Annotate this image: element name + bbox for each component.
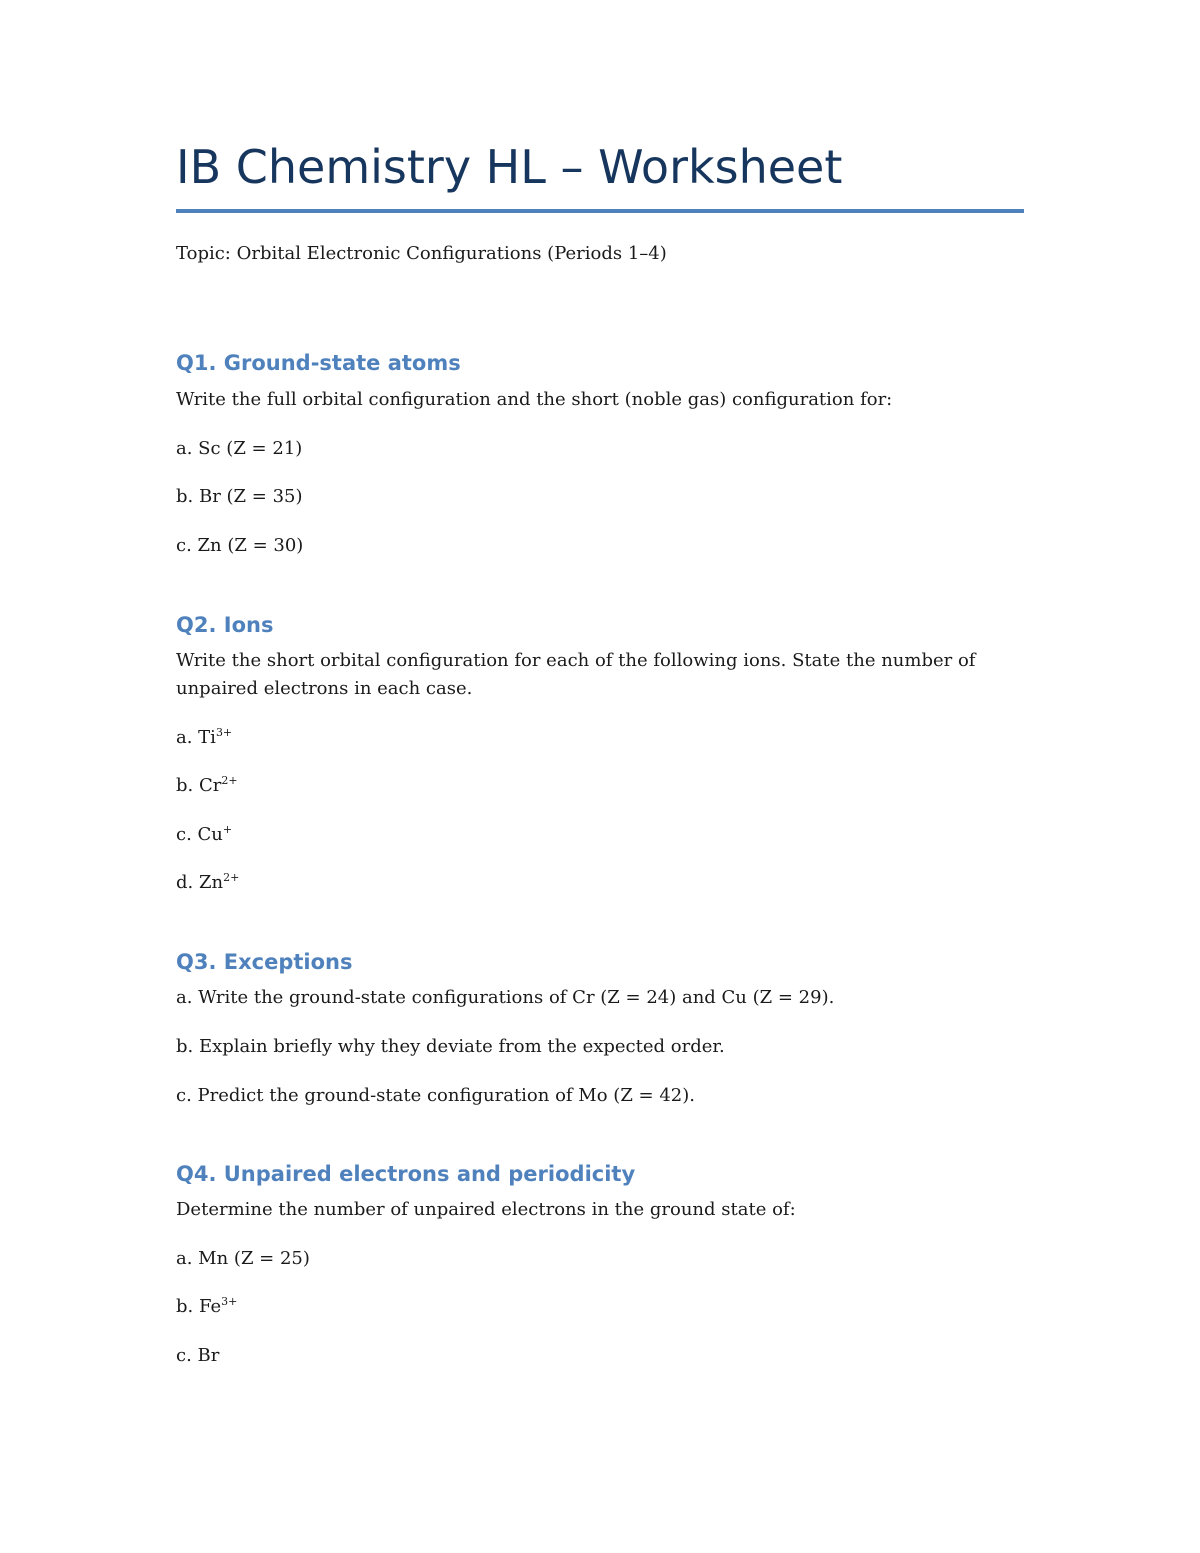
question-2-item-a	[176, 724, 232, 752]
question-1-item-c: c. Zn (Z = 30)	[176, 535, 304, 556]
ion-charge: 2+	[223, 871, 240, 884]
ion-charge: 3+	[221, 1295, 238, 1308]
ion-symbol: d. Zn	[176, 872, 224, 893]
topic-line: Topic: Orbital Electronic Configurations (Periods 1–4)	[176, 243, 667, 264]
question-3-heading: Q3. Exceptions	[176, 950, 353, 974]
question-1-item-b: b. Br (Z = 35)	[176, 486, 303, 507]
question-2-heading: Q2. Ions	[176, 613, 274, 637]
question-3-item-c: c. Predict the ground-state configuration of Mo (Z = 42).	[176, 1085, 695, 1106]
ion-symbol: c. Cu	[176, 824, 223, 845]
question-4-item-c	[176, 1342, 219, 1370]
question-4-prompt: Determine the number of unpaired electrons in the ground state of:	[176, 1199, 796, 1220]
ion-symbol: a. Ti	[176, 727, 216, 748]
question-4-item-b	[176, 1293, 237, 1321]
ion-symbol: b. Cr	[176, 775, 222, 796]
ion-charge: 3+	[215, 726, 233, 739]
title-underline	[176, 209, 1024, 213]
question-2-item-b	[176, 772, 238, 800]
question-4-item-a	[176, 1245, 310, 1273]
ion-symbol: b. Fe	[176, 1296, 222, 1317]
element-label: c. Br	[176, 1345, 220, 1366]
question-2-prompt: Write the short orbital configuration for each of the following ions. State the number of unpaired electrons in each case.	[176, 650, 976, 699]
question-1-heading: Q1. Ground-state atoms	[176, 351, 461, 375]
question-3-item-b: b. Explain briefly why they deviate from the expected order.	[176, 1036, 725, 1057]
question-2-item-c	[176, 821, 232, 849]
question-4-heading: Q4. Unpaired electrons and periodicity	[176, 1162, 636, 1186]
element-label: a. Mn (Z = 25)	[176, 1248, 310, 1269]
ion-charge: 2+	[221, 774, 238, 787]
question-1-item-a: a. Sc (Z = 21)	[176, 438, 303, 459]
ion-charge: +	[222, 823, 233, 836]
document-title: IB Chemistry HL – Worksheet	[176, 140, 843, 194]
question-3-item-a: a. Write the ground-state configurations of Cr (Z = 24) and Cu (Z = 29).	[176, 987, 835, 1008]
question-2-item-d	[176, 869, 239, 897]
question-1-prompt: Write the full orbital configuration and the short (noble gas) configuration for:	[176, 389, 893, 410]
